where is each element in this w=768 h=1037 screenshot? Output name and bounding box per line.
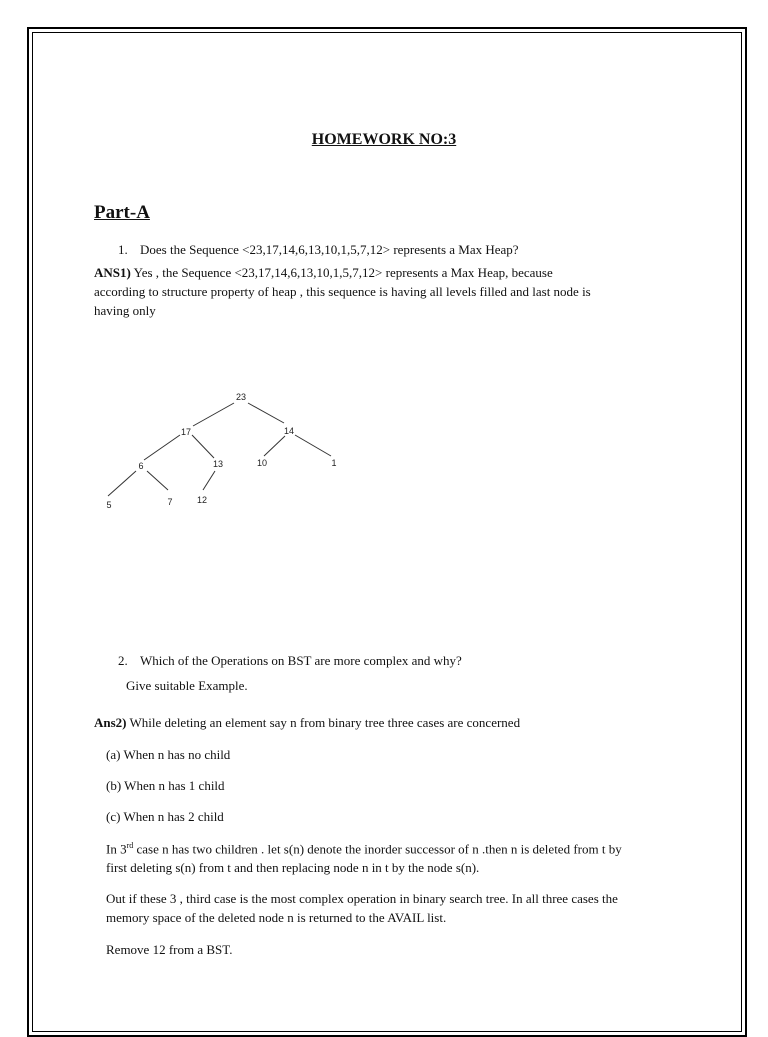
edge-23-14: [248, 403, 284, 423]
page-title: HOMEWORK NO:3: [311, 131, 457, 148]
answer-1-line-1-text: Yes , the Sequence <23,17,14,6,13,10,1,5,7,12> represents a Max Heap, because: [130, 265, 553, 280]
paragraph-1-line-1: [106, 841, 622, 857]
edge-17-6: [144, 435, 180, 460]
edge-6-5: [108, 471, 136, 496]
paragraph-1-rest: case n has two children . let s(n) denote the inorder successor of n .then n is deleted from t by: [133, 841, 622, 857]
tree-node-1: 1: [331, 458, 337, 468]
answer-1-line-2: according to structure property of heap , this sequence is having all levels filled and last node is: [94, 284, 591, 299]
tree-node-6: 6: [138, 461, 144, 471]
tree-node-12: 12: [196, 495, 208, 505]
edge-14-10: [264, 436, 285, 456]
case-a: (a) When n has no child: [106, 747, 231, 762]
tree-node-23: 23: [235, 392, 247, 402]
tree-node-17: 17: [180, 427, 192, 437]
ordinal-suffix: rd: [126, 841, 134, 850]
question-2-line-2: Give suitable Example.: [126, 678, 248, 693]
question-1-number: 1.: [118, 242, 128, 257]
answer-2-intro: [94, 715, 520, 731]
answer-1-label: ANS1): [94, 265, 131, 280]
paragraph-2-line-2: memory space of the deleted node n is returned to the AVAIL list.: [106, 910, 447, 925]
edge-6-7: [147, 471, 168, 490]
tree-node-14: 14: [283, 426, 295, 436]
paragraph-1-line-2: first deleting s(n) from t and then replacing node n in t by the node s(n).: [106, 860, 480, 875]
edge-14-1: [295, 435, 331, 456]
answer-2-label: Ans2): [94, 715, 127, 730]
edge-17-13: [192, 435, 214, 458]
answer-2-intro-text: While deleting an element say n from binary tree three cases are concerned: [126, 715, 521, 730]
paragraph-2-line-1: Out if these 3 , third case is the most complex operation in binary search tree. In all three cases the: [106, 891, 618, 906]
tree-node-5: 5: [106, 500, 112, 510]
tree-node-7: 7: [167, 497, 173, 507]
paragraph-1-prefix: In 3: [106, 841, 127, 857]
part-heading: Part-A: [94, 202, 150, 223]
question-2-number: 2.: [118, 653, 128, 668]
edge-23-17: [193, 403, 234, 426]
tree-node-10: 10: [256, 458, 268, 468]
paragraph-3: Remove 12 from a BST.: [106, 942, 233, 957]
tree-node-13: 13: [212, 459, 224, 469]
question-1-text: Does the Sequence <23,17,14,6,13,10,1,5,7,12> represents a Max Heap?: [140, 242, 519, 257]
question-2-line-1: Which of the Operations on BST are more complex and why?: [140, 653, 462, 668]
answer-1-line-3: having only: [94, 303, 156, 318]
case-b: (b) When n has 1 child: [106, 778, 225, 793]
case-c: (c) When n has 2 child: [106, 809, 224, 824]
edge-13-12: [203, 471, 215, 490]
